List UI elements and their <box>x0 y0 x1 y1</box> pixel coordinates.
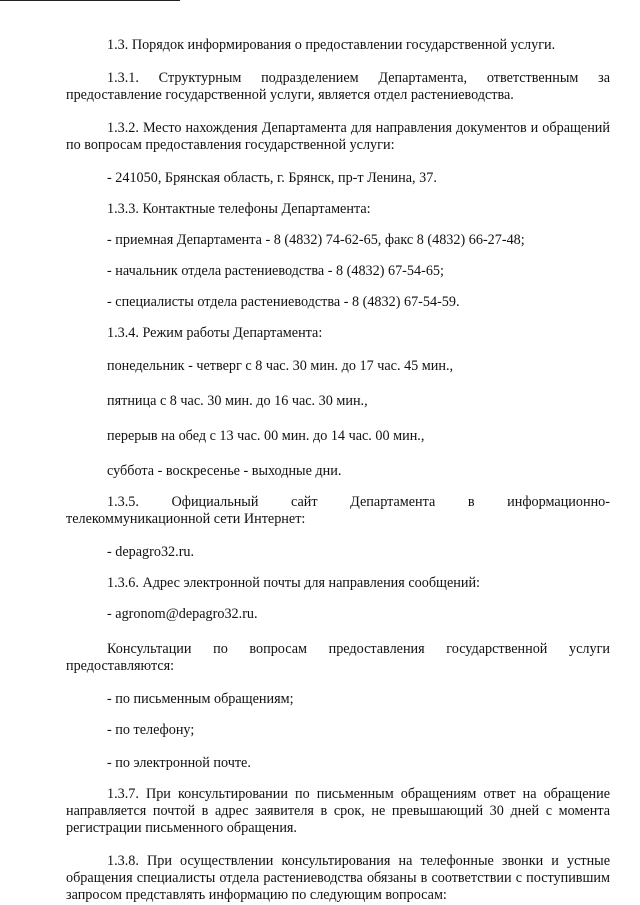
paragraph-1-3-7: 1.3.7. При консультировании по письменным обращениям ответ на обращение направляется почтой в адрес заявителя в срок, не превышающий 30 дней с момента регистрации письменного обращения. <box>66 786 610 836</box>
phone-head: - начальник отдела растениеводства - 8 (4832) 67-54-65; <box>107 263 444 279</box>
schedule-fri: пятница с 8 час. 30 мин. до 16 час. 30 мин., <box>107 393 368 409</box>
schedule-mon-thu: понедельник - четверг с 8 час. 30 мин. до 17 час. 45 мин., <box>107 358 454 374</box>
website-line: - depagro32.ru. <box>107 544 195 560</box>
paragraph-1-3-5-line1: 1.3.5. Официальный сайт Департамента в информационно- <box>107 494 610 510</box>
paragraph-1-3-1: 1.3.1. Структурным подразделением Департамента, ответственным за предоставление государственной услуги, является отдел растениеводства. <box>66 70 610 103</box>
paragraph-1-3-8: 1.3.8. При осуществлении консультирования на телефонные звонки и устные обращения специалисты отдела растениеводства обязаны в соответствии с поступившим запросом представлять информацию по следующим вопросам: <box>66 853 610 903</box>
consult-phone: - по телефону; <box>107 722 195 738</box>
consultations-line2: предоставляются: <box>66 658 175 674</box>
phone-reception: - приемная Департамента - 8 (4832) 74-62-65, факс 8 (4832) 66-27-48; <box>107 232 525 248</box>
section-heading-1-3: 1.3. Порядок информирования о предоставлении государственной услуги. <box>107 37 556 53</box>
phone-specialists: - специалисты отдела растениеводства - 8 (4832) 67-54-59. <box>107 294 460 310</box>
consultations-line1: Консультации по вопросам предоставления государственной услуги <box>107 641 610 657</box>
paragraph-1-3-4: 1.3.4. Режим работы Департамента: <box>107 325 323 341</box>
document-page <box>66 37 610 904</box>
schedule-weekend: суббота - воскресенье - выходные дни. <box>107 463 342 479</box>
consult-written: - по письменным обращениям; <box>107 691 294 707</box>
email-line: - agronom@depagro32.ru. <box>107 606 258 622</box>
schedule-lunch: перерыв на обед с 13 час. 00 мин. до 14 час. 00 мин., <box>107 428 425 444</box>
consult-email: - по электронной почте. <box>107 755 251 771</box>
paragraph-1-3-5-line2: телекоммуникационной сети Интернет: <box>66 511 306 527</box>
paragraph-1-3-6: 1.3.6. Адрес электронной почты для направления сообщений: <box>107 575 480 591</box>
paragraph-1-3-3: 1.3.3. Контактные телефоны Департамента: <box>107 201 371 217</box>
paragraph-1-3-2: 1.3.2. Место нахождения Департамента для направления документов и обращений по вопросам предоставления государственной услуги: <box>66 120 610 153</box>
top-border-line <box>0 0 180 1</box>
address-line: - 241050, Брянская область, г. Брянск, пр-т Ленина, 37. <box>107 170 437 186</box>
